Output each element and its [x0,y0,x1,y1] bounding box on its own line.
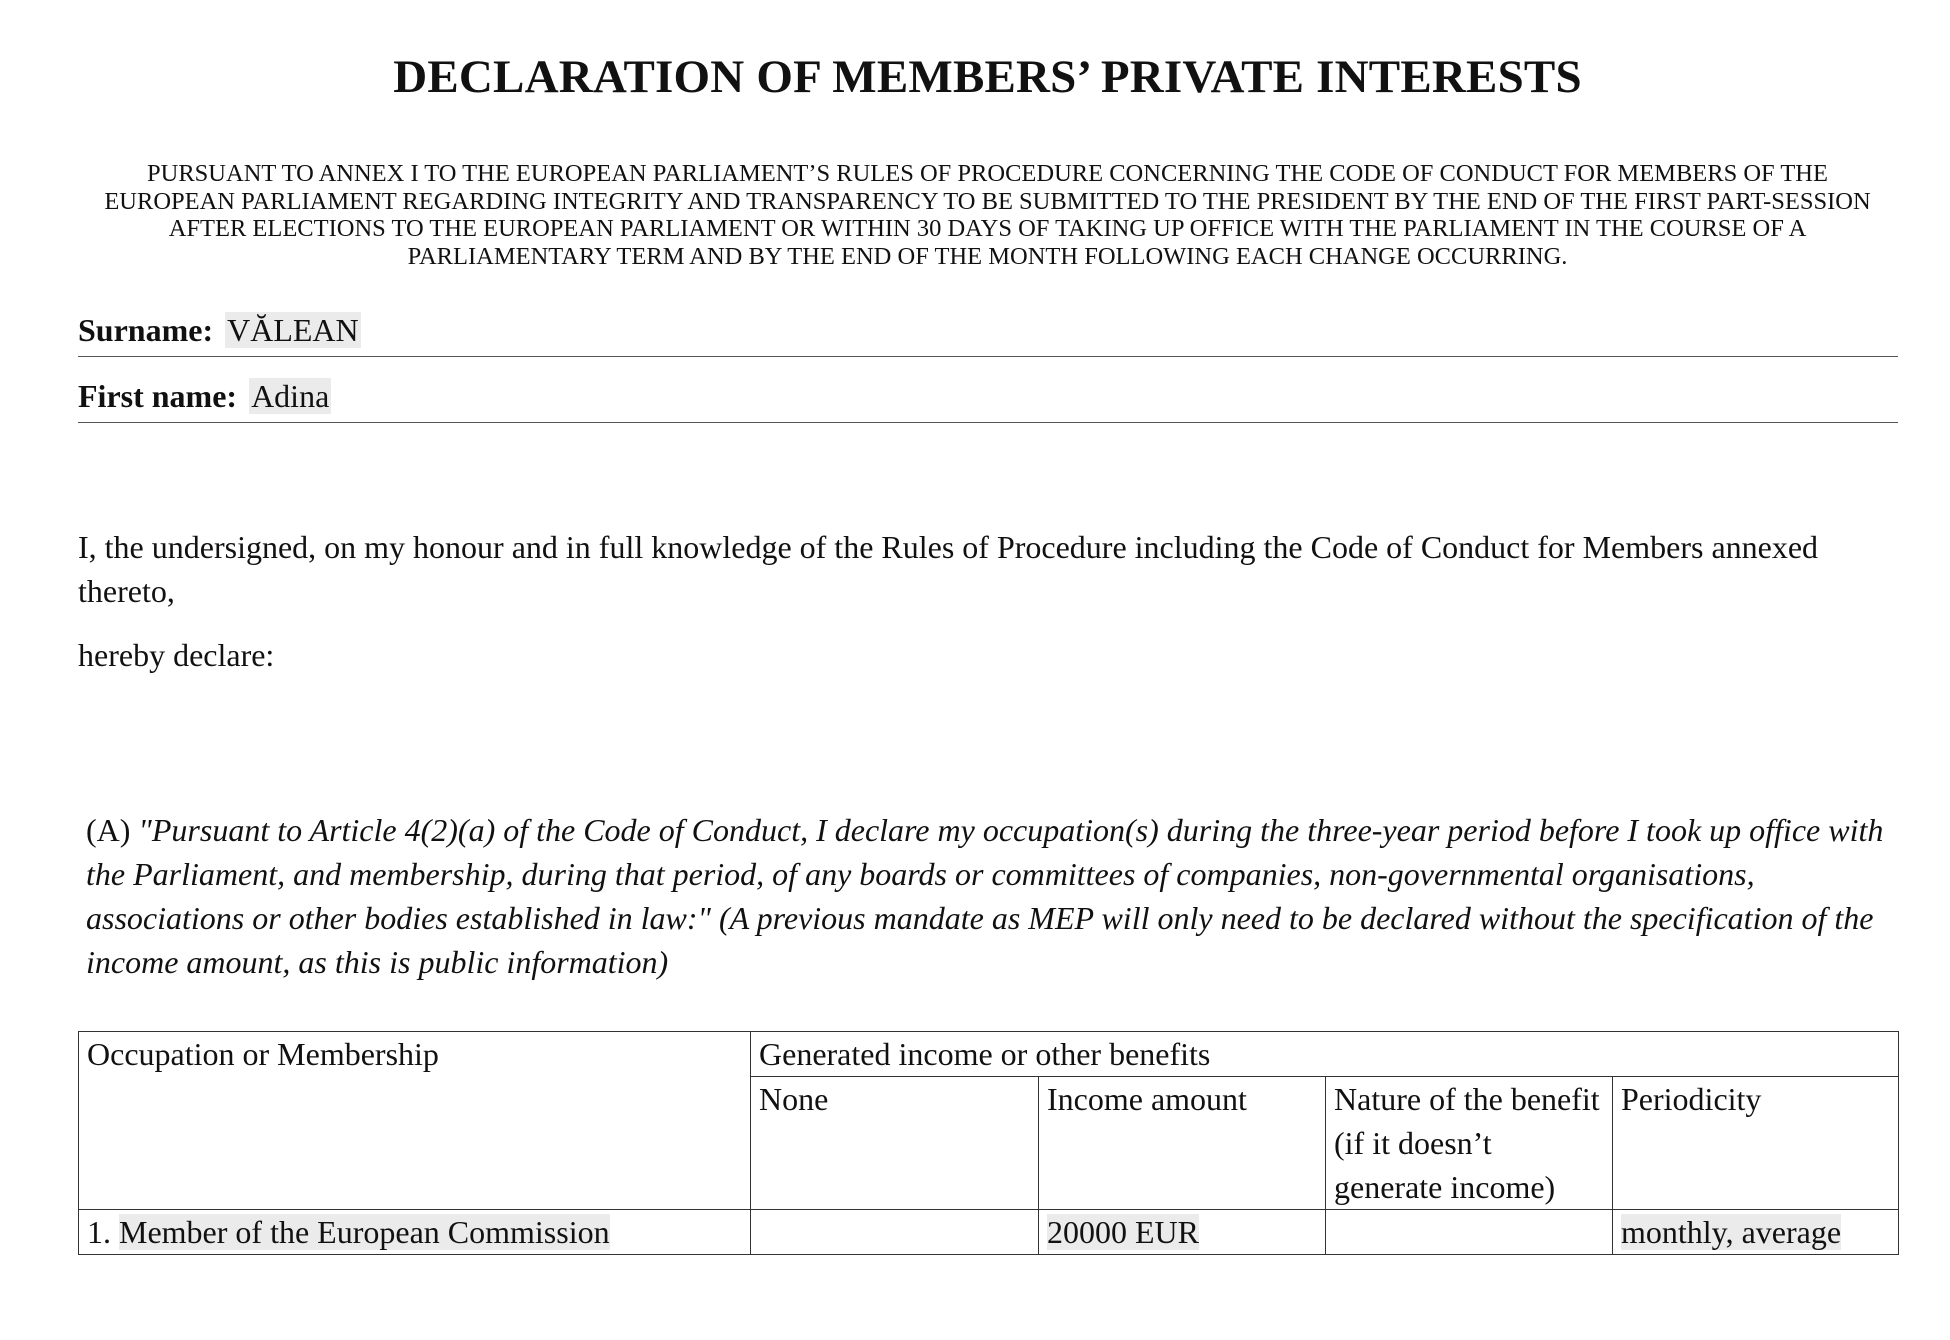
document-preamble: PURSUANT TO ANNEX I TO THE EUROPEAN PARLIAMENT’S RULES OF PROCEDURE CONCERNING THE CODE OF CONDUCT FOR MEMBERS OF THE EUROPEAN PARLIAMENT REGARDING INTEGRITY AND TRANSPARENCY TO BE SUBMITTED TO THE PRESIDENT BY THE END OF THE FIRST PART-SESSION AFTER ELECTIONS TO THE EUROPEAN PARLIAMENT OR WITHIN 30 DAYS OF TAKING UP OFFICE WITH THE PARLIAMENT IN THE COURSE OF A PARLIAMENTARY TERM AND BY THE END OF THE MONTH FOLLOWING EACH CHANGE OCCURRING. [104,160,1871,270]
section-a-quote: "Pursuant to Article 4(2)(a) of the Code of Conduct, I declare my occupation(s) during the three-year period before I took up office with the Parliament, and membership, during that period, of any boards or committees of companies, non-governmental organisations, associations or other bodies established in law:" [86,812,1884,936]
occupation-table [78,1031,1899,1255]
header-none: None [751,1077,1039,1210]
surname-label: Surname: [78,312,214,348]
surname-field [78,312,1898,357]
header-occupation: Occupation or Membership [79,1032,751,1210]
cell-periodicity [1613,1210,1899,1255]
header-income-amount: Income amount [1039,1077,1326,1210]
header-generated-income: Generated income or other benefits [751,1032,1899,1077]
occupation-value: Member of the European Commission [119,1214,610,1250]
header-periodicity: Periodicity [1613,1077,1899,1210]
table-row [79,1210,1899,1255]
document-title: DECLARATION OF MEMBERS’ PRIVATE INTERESTS [393,51,1582,103]
section-a-heading [86,808,1898,984]
cell-occupation [79,1210,751,1255]
surname-value: VĂLEAN [227,312,359,348]
table-header-row [79,1032,1899,1077]
income-amount-value: 20000 EUR [1047,1214,1199,1250]
cell-income-amount [1039,1210,1326,1255]
header-nature: Nature of the benefit (if it doesn’t generate income) [1326,1077,1613,1210]
cell-nature [1326,1210,1613,1255]
periodicity-value: monthly, average [1621,1214,1842,1250]
declaration-statement: I, the undersigned, on my honour and in full knowledge of the Rules of Procedure including the Code of Conduct for Members annexed thereto, [78,529,1819,609]
section-a-note: (A previous mandate as MEP will only need to be declared without the specification of the income amount, as this is public information) [86,900,1874,980]
cell-none [751,1210,1039,1255]
first-name-value: Adina [251,378,330,414]
declare-line: hereby declare: [78,637,275,673]
first-name-field [78,378,1898,423]
row-number: 1. [87,1214,111,1250]
first-name-label: First name: [78,378,238,414]
section-a-marker: (A) [86,812,139,848]
